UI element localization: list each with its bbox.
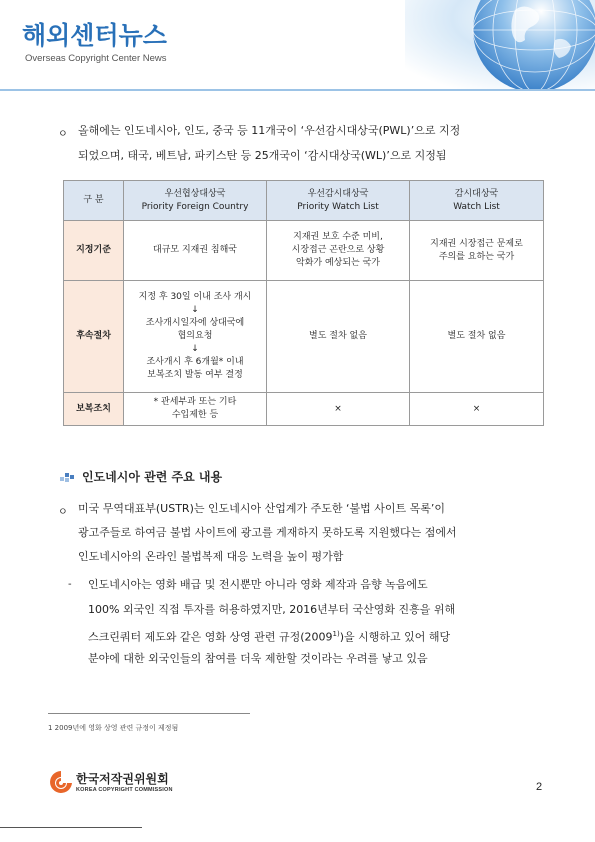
designation-table: [63, 180, 544, 426]
cell-text: 시장접근 곤란으로 상황: [291, 245, 385, 255]
para2-line-2: 100% 외국인 직접 투자를 허용하였지만, 2016년부터 국산영화 진흥을 위해: [88, 603, 456, 616]
down-arrow-icon: ↓: [191, 305, 199, 315]
commission-logo-icon: [48, 769, 74, 797]
bullet-mark: ㅇ: [58, 129, 68, 140]
para1-line-2: 광고주들로 하여금 불법 사이트에 광고를 게재하지 못하도록 지원했다는 점에서: [78, 526, 457, 539]
table-row: [64, 393, 544, 426]
globe-icon: [405, 0, 595, 90]
table-row: [64, 221, 544, 281]
table-header-category: 구 분: [64, 181, 124, 221]
header-wl-ko: 감시대상국: [454, 188, 499, 199]
para2-line-3-text-b: )을 시행하고 있어 해당: [339, 630, 451, 644]
cell-text: 지재권 보호 수준 미비,: [293, 232, 383, 242]
cell-text: 지정 후 30일 이내 조사 개시: [138, 292, 252, 302]
cell-text: 조사개시일자에 상대국에: [145, 318, 245, 328]
cell-text: 수입제한 등: [171, 410, 219, 420]
header-pfc-ko: 우선협상대상국: [164, 188, 226, 199]
para1-line-1: 미국 무역대표부(USTR)는 인도네시아 산업계가 주도한 ‘불법 사이트 목록’이: [78, 502, 445, 515]
cell-retaliation-pfc: [124, 393, 267, 426]
section-square-icon: [60, 473, 74, 483]
header-wl-en: Watch List: [453, 201, 500, 212]
intro-line-1: 올해에는 인도네시아, 인도, 중국 등 11개국이 ‘우선감시대상국(PWL)’으로 지정: [78, 124, 461, 137]
para2-line-3: [88, 627, 450, 645]
intro-line-2: 되었으며, 태국, 베트남, 파키스탄 등 25개국이 ‘감시대상국(WL)’으로 지정됨: [78, 149, 447, 162]
cell-text: * 관세부과 또는 기타: [153, 397, 237, 407]
table-header-pfc: [124, 181, 267, 221]
bottom-rule: [0, 827, 142, 828]
cell-text: 보복조치 발동 여부 결정: [147, 370, 243, 380]
para1-line-3: 인도네시아의 온라인 불법복제 대응 노력을 높이 평가함: [78, 550, 344, 563]
para2-line-1: 인도네시아는 영화 배급 및 전시뿐만 아니라 영화 제작과 음향 녹음에도: [88, 578, 428, 591]
bullet-mark: ㅇ: [58, 507, 68, 518]
para2-line-4: 분야에 대한 외국인들의 참여를 더욱 제한할 것이라는 우려를 낳고 있음: [88, 652, 428, 665]
cell-criteria-wl: [410, 221, 544, 281]
cell-text: 주의를 요하는 국가: [438, 251, 515, 262]
para2-line-3-text: 스크린쿼터 제도와 같은 영화 상영 관련 규정(2009: [88, 630, 333, 644]
cell-criteria-pwl: [267, 221, 410, 281]
header-pfc-en: Priority Foreign Country: [141, 201, 249, 212]
cell-text: 악화가 예상되는 국가: [296, 258, 380, 268]
cell-text: 지재권 시장접근 문제로: [430, 238, 523, 249]
header-divider: [0, 89, 595, 91]
header-pwl-en: Priority Watch List: [297, 201, 379, 212]
footnote-divider: [48, 713, 250, 714]
page-header: [0, 0, 595, 92]
newsletter-subtitle: Overseas Copyright Center News: [25, 53, 167, 64]
cell-procedure-pwl: 별도 절차 없음: [267, 281, 410, 393]
cell-criteria-pfc: 대규모 지재권 침해국: [124, 221, 267, 281]
commission-logo: [48, 768, 188, 798]
dash-mark: -: [68, 579, 72, 590]
header-pwl-ko: 우선감시대상국: [307, 188, 369, 199]
page-number: 2: [536, 781, 543, 793]
footnote-ref[interactable]: 1): [332, 630, 340, 638]
down-arrow-icon: ↓: [191, 344, 199, 354]
cell-procedure-pfc: [124, 281, 267, 393]
cell-retaliation-pwl: ×: [267, 393, 410, 426]
section-title: 인도네시아 관련 주요 내용: [82, 470, 223, 484]
cell-procedure-wl: 별도 절차 없음: [410, 281, 544, 393]
cell-text: 협의요청: [177, 331, 213, 341]
commission-name-en: KOREA COPYRIGHT COMMISSION: [76, 787, 173, 793]
newsletter-title: 해외센터뉴스: [22, 21, 167, 50]
table-header-pwl: [267, 181, 410, 221]
commission-name: 한국저작권위원회: [76, 772, 169, 786]
row-head-retaliation: 보복조치: [64, 393, 124, 426]
footnote-text: 1 2009년에 영화 상영 관련 규정이 제정됨: [48, 724, 179, 732]
row-head-procedure: 후속절차: [64, 281, 124, 393]
row-head-criteria: 지정기준: [64, 221, 124, 281]
cell-retaliation-wl: ×: [410, 393, 544, 426]
table-row: [64, 281, 544, 393]
table-header-wl: [410, 181, 544, 221]
cell-text: 조사개시 후 6개월* 이내: [146, 357, 244, 367]
table-header-row: [64, 181, 544, 221]
